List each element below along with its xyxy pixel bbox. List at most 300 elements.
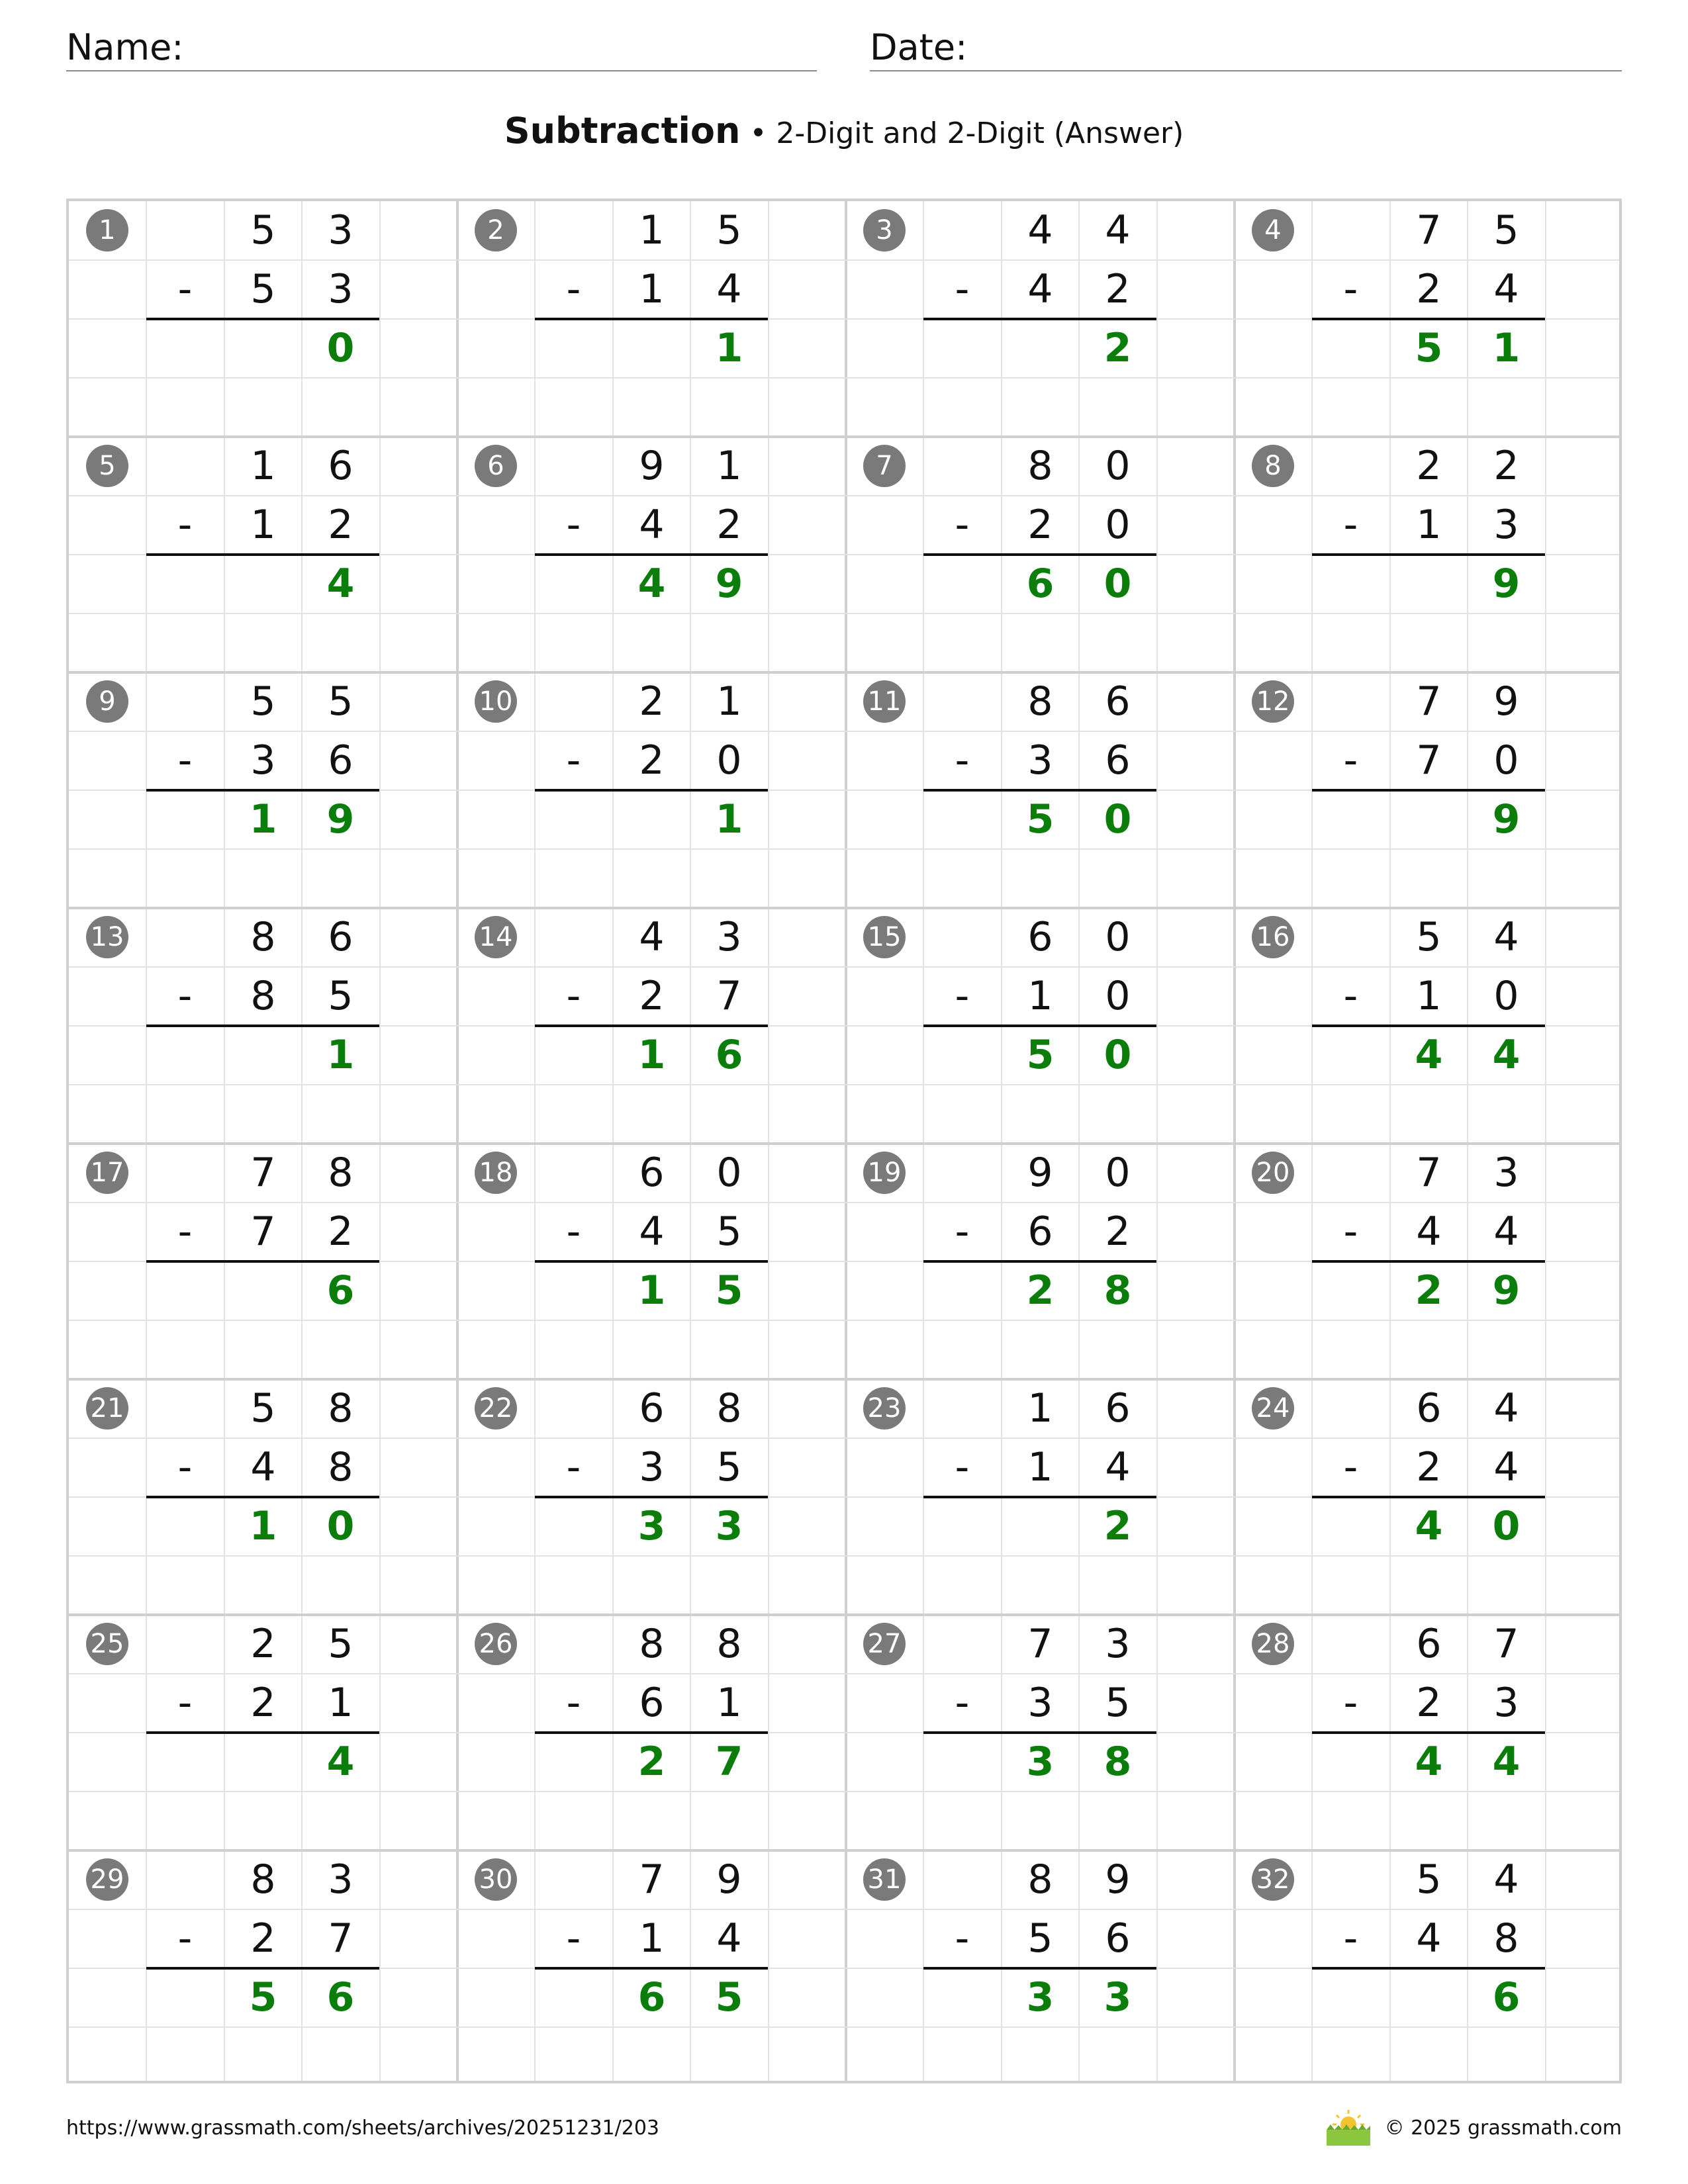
problem-28 <box>1235 1615 1623 1850</box>
answer-tens: 1 <box>637 1267 666 1314</box>
problem-4 <box>1235 201 1623 437</box>
minuend-ones: 6 <box>328 443 353 489</box>
answer-line <box>535 1024 768 1027</box>
minuend-tens: 2 <box>639 678 665 725</box>
problem-number-badge: 27 <box>863 1623 906 1665</box>
problem-16 <box>1235 908 1623 1144</box>
subtrahend-ones: 4 <box>1493 1444 1519 1490</box>
answer-tens <box>224 1261 302 1320</box>
subtrahend-ones: 1 <box>328 1680 353 1726</box>
minuend-ones: 9 <box>1105 1856 1131 1903</box>
subtrahend-ones: 1 <box>716 1680 742 1726</box>
minus-sign: - <box>1343 1680 1358 1726</box>
subtrahend-tens: 1 <box>1027 1444 1053 1490</box>
minus-sign: - <box>1343 502 1358 548</box>
problem-number-badge: 16 <box>1252 916 1294 958</box>
minuend-tens: 4 <box>1027 207 1053 253</box>
problem-number-badge: 1 <box>86 209 128 251</box>
minuend-ones: 3 <box>1105 1621 1131 1667</box>
subtrahend-tens: 2 <box>639 737 665 784</box>
answer-line <box>923 1024 1156 1027</box>
answer-ones: 8 <box>1103 1267 1132 1314</box>
answer-ones: 6 <box>326 1974 355 2021</box>
answer-line <box>146 789 379 792</box>
subtrahend-tens: 2 <box>1416 1444 1442 1490</box>
problem-13 <box>69 908 457 1144</box>
minuend-tens: 7 <box>1027 1621 1053 1667</box>
minus-sign: - <box>955 1680 970 1726</box>
problem-24 <box>1235 1379 1623 1615</box>
minuend-ones: 1 <box>716 443 742 489</box>
minuend-ones: 8 <box>328 1150 353 1196</box>
answer-line <box>146 553 379 556</box>
subtrahend-ones: 5 <box>1105 1680 1131 1726</box>
answer-tens <box>1390 790 1468 849</box>
answer-line <box>923 1496 1156 1498</box>
answer-tens <box>1390 555 1468 614</box>
subtrahend-ones: 5 <box>716 1444 742 1490</box>
subtrahend-tens: 4 <box>639 502 665 548</box>
problem-22 <box>457 1379 846 1615</box>
answer-ones: 1 <box>715 796 743 842</box>
answer-tens: 5 <box>1026 796 1055 842</box>
subtrahend-ones: 2 <box>328 1208 353 1255</box>
minuend-ones: 8 <box>716 1621 742 1667</box>
answer-tens: 4 <box>1415 1503 1443 1549</box>
minus-sign: - <box>566 502 581 548</box>
minuend-tens: 1 <box>1027 1385 1053 1432</box>
minuend-ones: 6 <box>1105 1385 1131 1432</box>
minuend-tens: 2 <box>250 1621 276 1667</box>
answer-ones: 9 <box>326 796 355 842</box>
answer-line <box>1312 1967 1545 1970</box>
problem-15 <box>846 908 1235 1144</box>
answer-line <box>146 1260 379 1263</box>
subtrahend-tens: 1 <box>250 502 276 548</box>
minus-sign: - <box>955 502 970 548</box>
answer-tens: 6 <box>1026 561 1055 607</box>
problem-1 <box>69 201 457 437</box>
minus-sign: - <box>955 266 970 312</box>
answer-line <box>146 1731 379 1734</box>
subtrahend-ones: 5 <box>328 973 353 1019</box>
subtrahend-tens: 6 <box>1027 1208 1053 1255</box>
problem-number-badge: 12 <box>1252 680 1294 723</box>
problem-number-badge: 11 <box>863 680 906 723</box>
answer-ones: 3 <box>715 1503 743 1549</box>
date-label: Date: <box>870 26 968 68</box>
answer-ones: 9 <box>1492 561 1521 607</box>
worksheet-title <box>0 105 1688 160</box>
problem-14 <box>457 908 846 1144</box>
problem-30 <box>457 1850 846 2086</box>
problem-10 <box>457 672 846 908</box>
answer-ones: 5 <box>715 1974 743 2021</box>
minuend-tens: 1 <box>250 443 276 489</box>
minuend-tens: 4 <box>639 914 665 960</box>
subtrahend-ones: 7 <box>716 973 742 1019</box>
minuend-tens: 6 <box>639 1150 665 1196</box>
answer-line <box>923 318 1156 320</box>
answer-ones: 5 <box>715 1267 743 1314</box>
name-field[interactable] <box>66 24 817 71</box>
minuend-tens: 7 <box>1416 678 1442 725</box>
subtrahend-ones: 3 <box>1493 502 1519 548</box>
answer-tens <box>1002 1497 1079 1556</box>
subtrahend-ones: 2 <box>328 502 353 548</box>
answer-line <box>1312 1496 1545 1498</box>
problem-21 <box>69 1379 457 1615</box>
subtrahend-ones: 2 <box>1105 1208 1131 1255</box>
subtrahend-tens: 5 <box>1027 1915 1053 1962</box>
answer-tens: 3 <box>1026 1739 1055 1785</box>
problem-17 <box>69 1144 457 1379</box>
answer-ones: 9 <box>715 561 743 607</box>
problem-number-badge: 20 <box>1252 1152 1294 1194</box>
subtrahend-tens: 4 <box>1416 1915 1442 1962</box>
problem-3 <box>846 201 1235 437</box>
problem-number-badge: 14 <box>475 916 517 958</box>
problem-number-badge: 28 <box>1252 1623 1294 1665</box>
minuend-ones: 4 <box>1493 914 1519 960</box>
minuend-tens: 6 <box>1416 1621 1442 1667</box>
answer-line <box>1312 1024 1545 1027</box>
answer-ones: 4 <box>1492 1032 1521 1078</box>
minuend-tens: 8 <box>1027 678 1053 725</box>
minus-sign: - <box>955 1444 970 1490</box>
problem-9 <box>69 672 457 908</box>
minuend-tens: 9 <box>1027 1150 1053 1196</box>
minus-sign: - <box>566 1915 581 1962</box>
minuend-tens: 5 <box>250 1385 276 1432</box>
answer-line <box>535 789 768 792</box>
problem-26 <box>457 1615 846 1850</box>
minus-sign: - <box>566 1444 581 1490</box>
minuend-tens: 8 <box>639 1621 665 1667</box>
minus-sign: - <box>177 973 193 1019</box>
problem-grid <box>66 199 1622 2083</box>
answer-ones: 0 <box>1103 1032 1132 1078</box>
problem-27 <box>846 1615 1235 1850</box>
answer-ones: 4 <box>326 561 355 607</box>
minus-sign: - <box>566 737 581 784</box>
problem-20 <box>1235 1144 1623 1379</box>
minus-sign: - <box>177 266 193 312</box>
minuend-tens: 7 <box>1416 1150 1442 1196</box>
problem-number-badge: 22 <box>475 1387 517 1430</box>
minuend-ones: 4 <box>1105 207 1131 253</box>
title-subtitle: • 2-Digit and 2-Digit (Answer) <box>740 116 1184 150</box>
problem-number-badge: 30 <box>475 1858 517 1901</box>
answer-line <box>923 789 1156 792</box>
minuend-tens: 6 <box>639 1385 665 1432</box>
footer-url: https://www.grassmath.com/sheets/archives/20251231/203 <box>66 2116 660 2140</box>
problem-number-badge: 25 <box>86 1623 128 1665</box>
subtrahend-tens: 2 <box>639 973 665 1019</box>
answer-tens <box>224 1026 302 1085</box>
problem-number-badge: 32 <box>1252 1858 1294 1901</box>
subtrahend-tens: 1 <box>1416 502 1442 548</box>
answer-ones: 3 <box>1103 1974 1132 2021</box>
minus-sign: - <box>566 1208 581 1255</box>
subtrahend-tens: 2 <box>1416 1680 1442 1726</box>
problem-25 <box>69 1615 457 1850</box>
answer-ones: 0 <box>326 325 355 371</box>
answer-ones: 4 <box>1492 1739 1521 1785</box>
subtrahend-tens: 3 <box>1027 737 1053 784</box>
problem-number-badge: 29 <box>86 1858 128 1901</box>
minuend-ones: 5 <box>328 1621 353 1667</box>
subtrahend-ones: 0 <box>1493 737 1519 784</box>
answer-tens <box>224 319 302 378</box>
subtrahend-tens: 5 <box>250 266 276 312</box>
minuend-ones: 9 <box>1493 678 1519 725</box>
subtrahend-ones: 4 <box>1105 1444 1131 1490</box>
subtrahend-tens: 4 <box>250 1444 276 1490</box>
subtrahend-ones: 0 <box>1493 973 1519 1019</box>
answer-tens: 4 <box>637 561 666 607</box>
minuend-tens: 7 <box>639 1856 665 1903</box>
problem-number-badge: 9 <box>86 680 128 723</box>
minus-sign: - <box>955 973 970 1019</box>
problem-2 <box>457 201 846 437</box>
answer-ones: 6 <box>326 1267 355 1314</box>
minuend-tens: 8 <box>250 914 276 960</box>
subtrahend-tens: 4 <box>639 1208 665 1255</box>
minuend-ones: 0 <box>1105 1150 1131 1196</box>
problem-number-badge: 26 <box>475 1623 517 1665</box>
problem-11 <box>846 672 1235 908</box>
problem-number-badge: 7 <box>863 445 906 487</box>
subtrahend-tens: 1 <box>639 1915 665 1962</box>
subtrahend-ones: 6 <box>1105 737 1131 784</box>
answer-ones: 1 <box>715 325 743 371</box>
name-label: Name: <box>66 26 184 68</box>
subtrahend-tens: 2 <box>1027 502 1053 548</box>
answer-line <box>146 318 379 320</box>
answer-tens: 3 <box>1026 1974 1055 2021</box>
answer-ones: 1 <box>1492 325 1521 371</box>
minuend-tens: 1 <box>639 207 665 253</box>
subtrahend-tens: 1 <box>639 266 665 312</box>
minuend-tens: 7 <box>250 1150 276 1196</box>
subtrahend-tens: 4 <box>1416 1208 1442 1255</box>
minus-sign: - <box>177 737 193 784</box>
minuend-tens: 5 <box>1416 914 1442 960</box>
subtrahend-tens: 4 <box>1027 266 1053 312</box>
problem-number-badge: 13 <box>86 916 128 958</box>
minus-sign: - <box>1343 737 1358 784</box>
minuend-tens: 6 <box>1416 1385 1442 1432</box>
problem-number-badge: 21 <box>86 1387 128 1430</box>
subtrahend-tens: 3 <box>639 1444 665 1490</box>
subtrahend-tens: 1 <box>1416 973 1442 1019</box>
minuend-ones: 1 <box>716 678 742 725</box>
answer-ones: 9 <box>1492 1267 1521 1314</box>
subtrahend-tens: 2 <box>250 1915 276 1962</box>
minuend-ones: 2 <box>1493 443 1519 489</box>
minuend-tens: 8 <box>250 1856 276 1903</box>
answer-tens: 3 <box>637 1503 666 1549</box>
problem-number-badge: 17 <box>86 1152 128 1194</box>
answer-line <box>535 1731 768 1734</box>
answer-line <box>535 553 768 556</box>
title-main: Subtraction <box>504 110 741 152</box>
minuend-ones: 5 <box>716 207 742 253</box>
minuend-tens: 6 <box>1027 914 1053 960</box>
problem-7 <box>846 437 1235 672</box>
answer-line <box>923 1731 1156 1734</box>
minus-sign: - <box>177 1680 193 1726</box>
answer-line <box>1312 1731 1545 1734</box>
minus-sign: - <box>1343 1915 1358 1962</box>
subtrahend-ones: 0 <box>1105 973 1131 1019</box>
answer-tens: 2 <box>1415 1267 1443 1314</box>
answer-tens <box>224 1733 302 1792</box>
answer-tens: 6 <box>637 1974 666 2021</box>
minus-sign: - <box>177 1444 193 1490</box>
answer-line <box>146 1967 379 1970</box>
subtrahend-ones: 0 <box>1105 502 1131 548</box>
subtrahend-tens: 7 <box>1416 737 1442 784</box>
subtrahend-ones: 4 <box>716 1915 742 1962</box>
footer-copyright: © 2025 grassmath.com <box>1384 2116 1622 2140</box>
minuend-ones: 8 <box>328 1385 353 1432</box>
subtrahend-tens: 3 <box>250 737 276 784</box>
minus-sign: - <box>955 737 970 784</box>
answer-tens: 2 <box>1026 1267 1055 1314</box>
problem-6 <box>457 437 846 672</box>
subtrahend-ones: 6 <box>328 737 353 784</box>
minuend-ones: 5 <box>1493 207 1519 253</box>
answer-line <box>923 553 1156 556</box>
minuend-tens: 5 <box>250 678 276 725</box>
subtrahend-ones: 5 <box>716 1208 742 1255</box>
answer-tens: 5 <box>1026 1032 1055 1078</box>
answer-ones: 6 <box>715 1032 743 1078</box>
answer-tens: 2 <box>637 1739 666 1785</box>
minus-sign: - <box>1343 1444 1358 1490</box>
subtrahend-ones: 8 <box>1493 1915 1519 1962</box>
answer-ones: 0 <box>1103 796 1132 842</box>
problem-19 <box>846 1144 1235 1379</box>
answer-line <box>923 1260 1156 1263</box>
minuend-tens: 5 <box>1416 1856 1442 1903</box>
minuend-ones: 6 <box>328 914 353 960</box>
problem-12 <box>1235 672 1623 908</box>
answer-line <box>1312 1260 1545 1263</box>
answer-tens: 5 <box>249 1974 277 2021</box>
problem-29 <box>69 1850 457 2086</box>
subtrahend-tens: 7 <box>250 1208 276 1255</box>
answer-line <box>535 1496 768 1498</box>
answer-tens: 1 <box>637 1032 666 1078</box>
subtrahend-ones: 7 <box>328 1915 353 1962</box>
subtrahend-tens: 2 <box>250 1680 276 1726</box>
subtrahend-ones: 0 <box>716 737 742 784</box>
minuend-ones: 3 <box>716 914 742 960</box>
minuend-tens: 9 <box>639 443 665 489</box>
minuend-ones: 7 <box>1493 1621 1519 1667</box>
answer-tens <box>613 790 690 849</box>
minuend-ones: 3 <box>1493 1150 1519 1196</box>
answer-line <box>146 1496 379 1498</box>
minus-sign: - <box>566 973 581 1019</box>
subtrahend-ones: 3 <box>1493 1680 1519 1726</box>
answer-ones: 2 <box>1103 325 1132 371</box>
answer-tens: 5 <box>1415 325 1443 371</box>
answer-tens <box>613 319 690 378</box>
sun-over-grass-icon <box>1325 2105 1372 2147</box>
minus-sign: - <box>566 266 581 312</box>
answer-tens <box>224 555 302 614</box>
subtrahend-tens: 1 <box>1027 973 1053 1019</box>
answer-tens: 1 <box>249 796 277 842</box>
minus-sign: - <box>177 1915 193 1962</box>
answer-line <box>923 1967 1156 1970</box>
answer-line <box>1312 789 1545 792</box>
answer-ones: 7 <box>715 1739 743 1785</box>
subtrahend-ones: 3 <box>328 266 353 312</box>
answer-line <box>146 1024 379 1027</box>
minus-sign: - <box>1343 266 1358 312</box>
subtrahend-ones: 8 <box>328 1444 353 1490</box>
subtrahend-ones: 4 <box>1493 1208 1519 1255</box>
date-field[interactable] <box>870 24 1622 71</box>
minuend-ones: 0 <box>716 1150 742 1196</box>
minuend-tens: 2 <box>1416 443 1442 489</box>
minuend-ones: 8 <box>716 1385 742 1432</box>
subtrahend-ones: 4 <box>716 266 742 312</box>
answer-ones: 1 <box>326 1032 355 1078</box>
minus-sign: - <box>177 1208 193 1255</box>
answer-line <box>535 318 768 320</box>
problem-18 <box>457 1144 846 1379</box>
subtrahend-ones: 2 <box>1105 266 1131 312</box>
minus-sign: - <box>1343 973 1358 1019</box>
answer-line <box>535 1260 768 1263</box>
problem-number-badge: 3 <box>863 209 906 251</box>
answer-ones: 4 <box>326 1739 355 1785</box>
problem-number-badge: 5 <box>86 445 128 487</box>
problem-8 <box>1235 437 1623 672</box>
minuend-ones: 9 <box>716 1856 742 1903</box>
minuend-ones: 0 <box>1105 443 1131 489</box>
minuend-tens: 7 <box>1416 207 1442 253</box>
problem-23 <box>846 1379 1235 1615</box>
answer-line <box>1312 318 1545 320</box>
minuend-tens: 5 <box>250 207 276 253</box>
minuend-ones: 4 <box>1493 1385 1519 1432</box>
problem-5 <box>69 437 457 672</box>
subtrahend-tens: 8 <box>250 973 276 1019</box>
minuend-ones: 3 <box>328 207 353 253</box>
problem-number-badge: 4 <box>1252 209 1294 251</box>
minuend-ones: 0 <box>1105 914 1131 960</box>
problem-number-badge: 23 <box>863 1387 906 1430</box>
answer-ones: 8 <box>1103 1739 1132 1785</box>
problem-number-badge: 8 <box>1252 445 1294 487</box>
minus-sign: - <box>566 1680 581 1726</box>
answer-tens <box>1390 1968 1468 2027</box>
problem-number-badge: 6 <box>475 445 517 487</box>
answer-ones: 9 <box>1492 796 1521 842</box>
subtrahend-tens: 2 <box>1416 266 1442 312</box>
minuend-tens: 8 <box>1027 1856 1053 1903</box>
answer-ones: 0 <box>326 1503 355 1549</box>
minus-sign: - <box>955 1915 970 1962</box>
problem-number-badge: 15 <box>863 916 906 958</box>
